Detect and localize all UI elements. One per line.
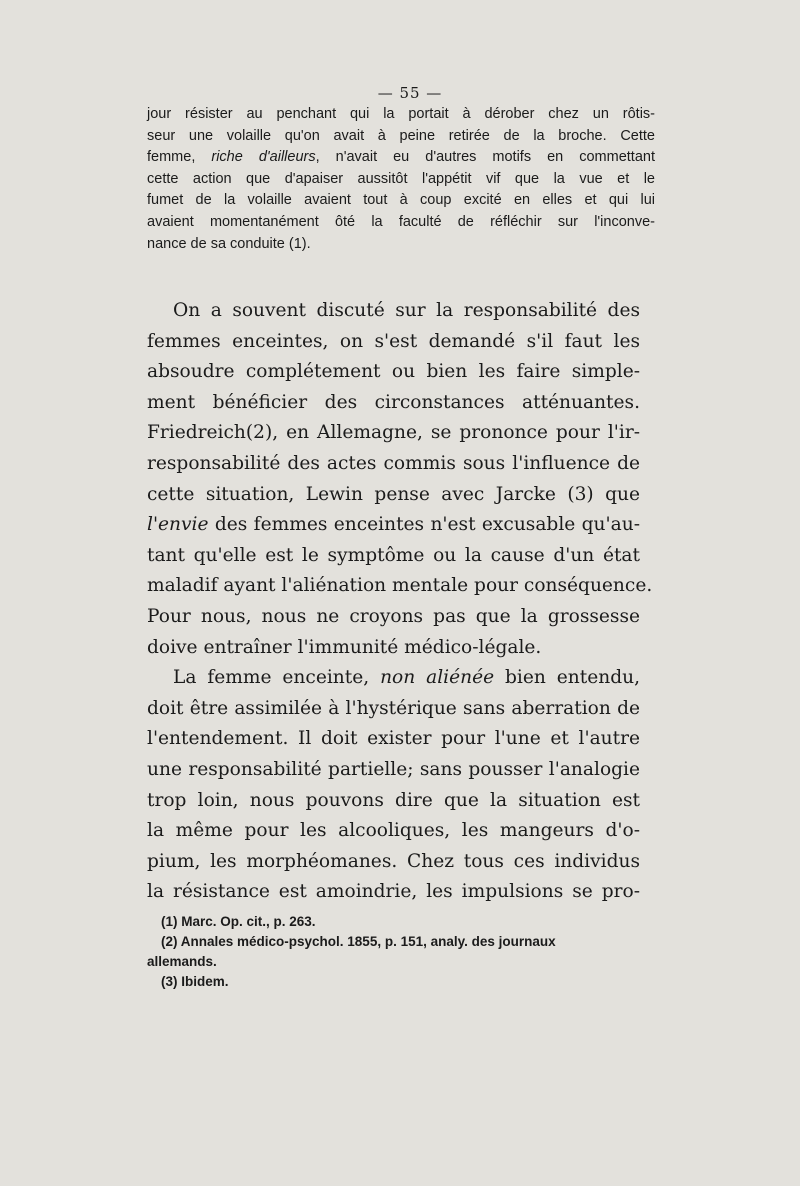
text-line: avaient momentanément ôté la faculté de réfléchir sur l'inconve- <box>147 213 655 230</box>
text-line: seur une volaille qu'on avait à peine retirée de la broche. Cette <box>147 127 655 144</box>
quoted-passage <box>147 104 655 255</box>
footnote: (2) Annales médico-psychol. 1855, p. 151, analy. des journaux <box>161 934 556 949</box>
text-line: Pour nous, nous ne croyons pas que la grossesse <box>147 605 640 627</box>
text-line: nance de sa conduite (1). <box>147 235 311 252</box>
text-line: cette action que d'apaiser aussitôt l'appétit vif que la vue et le <box>147 170 655 187</box>
text-line: La femme enceinte, non aliénée bien entendu, <box>173 667 640 689</box>
text-line: l'entendement. Il doit exister pour l'une et l'autre <box>147 728 640 750</box>
italic-phrase: non aliénée <box>380 667 495 689</box>
text-line: doive entraîner l'immunité médico-légale. <box>147 636 542 658</box>
main-body-text <box>147 296 653 908</box>
text-line: femmes enceintes, on s'est demandé s'il faut les <box>147 330 640 352</box>
text-line: responsabilité des actes commis sous l'influence de <box>147 452 640 474</box>
text-line: la même pour les alcooliques, les mangeurs d'o- <box>147 820 640 842</box>
footnote: (3) Ibidem. <box>161 974 229 989</box>
italic-phrase: l'envie <box>147 514 209 536</box>
text-line: l'envie des femmes enceintes n'est excusable qu'au- <box>147 514 640 536</box>
text-line: jour résister au penchant qui la portait à dérober chez un rôtis- <box>147 106 655 122</box>
text-line: une responsabilité partielle; sans pousser l'analogie <box>147 758 640 780</box>
text-line: fumet de la volaille avaient tout à coup excité en elles et qui lui <box>147 192 655 209</box>
text-line: pium, les morphéomanes. Chez tous ces individus <box>147 850 640 872</box>
text-line: doit être assimilée à l'hystérique sans aberration de <box>147 697 640 719</box>
text-line: Friedreich(2), en Allemagne, se prononce pour l'ir- <box>147 422 640 444</box>
text-line: femme, riche d'ailleurs, n'avait eu d'autres motifs en commettant <box>147 149 655 166</box>
text-line: ment bénéficier des circonstances atténuantes. <box>147 391 640 413</box>
footnote-continuation: allemands. <box>147 954 217 969</box>
text-line: maladif ayant l'aliénation mentale pour conséquence. <box>147 575 653 597</box>
text-line: On a souvent discuté sur la responsabilité des <box>173 300 640 321</box>
footnote: (1) Marc. Op. cit., p. 263. <box>161 914 316 929</box>
text-line: tant qu'elle est le symptôme ou la cause d'un état <box>147 544 640 566</box>
text-line: cette situation, Lewin pense avec Jarcke (3) que <box>147 483 640 505</box>
page-number: — 55 — <box>377 84 443 102</box>
italic-phrase: riche d'ailleurs <box>211 149 316 166</box>
text-line: absoudre complétement ou bien les faire simple- <box>147 361 640 383</box>
footnotes <box>147 912 640 992</box>
text-line: la résistance est amoindrie, les impulsions se pro- <box>147 881 640 903</box>
text-line: trop loin, nous pouvons dire que la situation est <box>147 789 640 811</box>
